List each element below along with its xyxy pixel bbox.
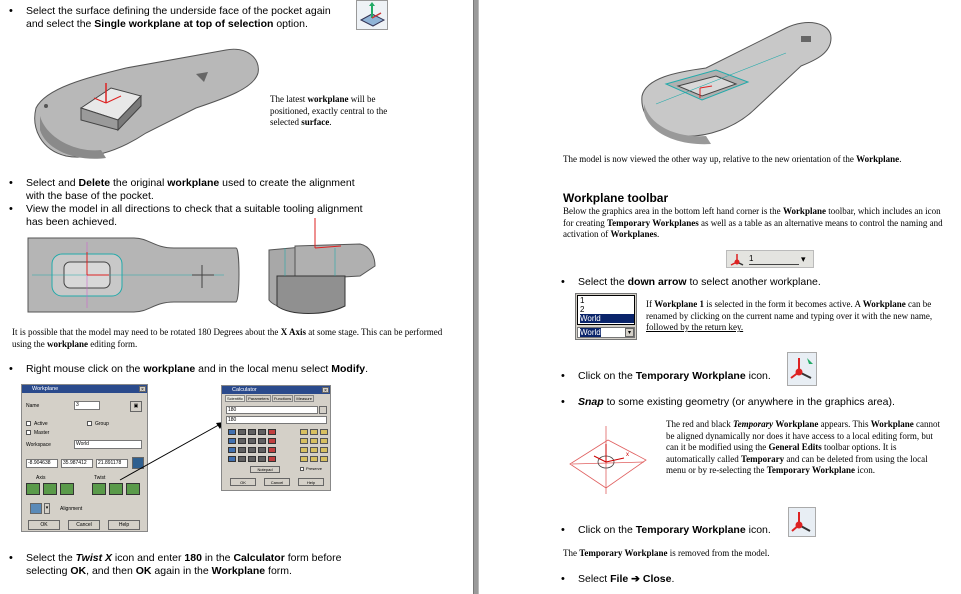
coord-z-input[interactable]: 21.891178 [96, 459, 128, 468]
text: Single workplane at top of selection [94, 17, 274, 30]
calc-key[interactable] [238, 429, 246, 435]
text: If [646, 299, 655, 309]
text: Select the surface defining the underside face of the pocket again [26, 5, 331, 17]
model-image-flipped [636, 8, 836, 148]
text: The model is now viewed the other way up, relative to the new orientation of the [563, 154, 857, 164]
calc-key[interactable] [238, 447, 246, 453]
text: . [671, 573, 675, 585]
axis-x-icon[interactable] [26, 483, 40, 495]
function-icon[interactable] [320, 456, 328, 462]
text: Select the [578, 276, 628, 288]
function-icon[interactable] [320, 438, 328, 444]
temporary-workplane-icon [787, 352, 817, 386]
bullet-down-arrow [578, 276, 938, 289]
preserve-label: Preserve [306, 466, 323, 471]
text: . [365, 363, 368, 375]
text: icon. [854, 465, 875, 475]
function-icon[interactable] [300, 447, 308, 453]
text: toolbar options. It is automatically called [666, 442, 897, 464]
text: Workplanes [610, 229, 657, 239]
chevron-down-icon[interactable]: ▾ [801, 254, 806, 264]
active-checkbox[interactable] [26, 421, 31, 426]
text: used to create the alignment [219, 177, 355, 189]
twist-z-icon[interactable] [126, 483, 140, 495]
calc-key[interactable] [268, 456, 276, 462]
text: is selected in the form it becomes active. A [704, 299, 863, 309]
text: Click on the [578, 370, 636, 382]
master-label: Master [34, 430, 50, 436]
coord-y-input[interactable]: 35.987412 [61, 459, 93, 468]
text: Temporary [732, 419, 774, 429]
text: File [610, 573, 629, 585]
chevron-down-icon[interactable]: ▾ [625, 328, 634, 337]
alignment-icon[interactable] [30, 503, 42, 514]
calc-key[interactable] [228, 447, 236, 453]
text: Workplane [862, 299, 906, 309]
text: Twist X [75, 552, 112, 564]
dialog-title: Workplane [32, 386, 59, 392]
bullet-file-close [578, 573, 798, 586]
pointer-arrow [118, 420, 228, 482]
workspace-label: Workspace [26, 442, 51, 448]
text: Workplane [870, 419, 914, 429]
spinner-icon[interactable] [319, 406, 327, 414]
function-icon[interactable] [320, 429, 328, 435]
bullet-snap [578, 396, 948, 409]
text: Temporary Workplane [635, 524, 746, 536]
list-item[interactable]: World [580, 314, 634, 323]
text: at some stage. This can be performed using the [12, 327, 443, 349]
function-icon[interactable] [310, 429, 318, 435]
model-image-pocket [26, 38, 266, 163]
model-image-top-view [24, 230, 242, 318]
twist-x-icon[interactable] [92, 483, 106, 495]
axis-label: Axis [36, 475, 46, 481]
text: workplane [47, 338, 89, 349]
text: . [329, 117, 332, 127]
calc-key[interactable] [248, 438, 256, 444]
workplane-select[interactable] [749, 253, 799, 265]
bullet-right-click-modify [26, 363, 446, 376]
text: to select another workplane. [686, 276, 821, 288]
text: Workplane [211, 564, 266, 577]
text: 1 [749, 254, 754, 263]
text: 180 [184, 552, 202, 564]
text: Select [578, 573, 611, 585]
text: Right mouse click on the [26, 363, 144, 375]
text: with the base of the pocket. [26, 189, 154, 202]
text: and select the [26, 17, 95, 30]
cancel-button[interactable]: Cancel [264, 478, 290, 486]
text: The [563, 548, 580, 558]
temporary-workplane-graphic [566, 418, 650, 498]
text: Temporary Workplane [579, 548, 668, 558]
calc-key[interactable] [258, 438, 266, 444]
tab-parameters[interactable]: Parameters [248, 396, 269, 401]
text: OK [70, 564, 87, 577]
text: editing form. [88, 338, 138, 349]
calc-key[interactable] [268, 438, 276, 444]
text: Workplane 1 [654, 299, 705, 309]
calc-key[interactable] [228, 429, 236, 435]
tab-measure[interactable]: Measure [296, 396, 312, 401]
text: Snap [578, 396, 604, 408]
calc-key[interactable] [258, 429, 266, 435]
function-icon[interactable] [320, 447, 328, 453]
temporary-removed-note [563, 548, 943, 560]
text: Below the graphics area in the bottom left hand corner is the [563, 206, 783, 216]
workplane-1-note [646, 299, 946, 334]
bullet-click-temporary [578, 370, 798, 383]
name-input[interactable]: 3 [74, 401, 100, 410]
calc-key[interactable] [258, 456, 266, 462]
name-label: Name [26, 403, 40, 409]
workplane-toolbar [726, 250, 814, 268]
notepad-button[interactable]: Notepad [250, 466, 280, 473]
workplane-list [575, 293, 637, 340]
help-button[interactable]: Help [108, 520, 140, 530]
dialog-title: Calculator [232, 387, 257, 393]
calculator-tabs [225, 396, 314, 402]
text: Temporary [740, 453, 785, 464]
dialog-titlebar [222, 386, 330, 394]
single-workplane-icon [356, 0, 388, 30]
text: Temporary Workplane [766, 465, 855, 475]
text: Select and [26, 177, 79, 189]
calc-key[interactable] [268, 429, 276, 435]
text: option. [273, 17, 308, 30]
coord-x-input[interactable]: -8.904638 [26, 459, 58, 468]
model-orientation-note [563, 154, 953, 166]
text: Temporary Workplane [635, 370, 746, 382]
page-divider [473, 0, 479, 594]
arrow-icon: ➔ [631, 573, 640, 585]
text: Click on the [578, 524, 636, 536]
group-label: Group [95, 421, 109, 427]
tab-scientific[interactable]: Scientific [227, 396, 244, 401]
text: workplane [307, 94, 349, 104]
text: . [899, 154, 902, 164]
tab-functions[interactable]: Functions [273, 396, 292, 401]
function-icon[interactable] [300, 429, 308, 435]
text: cannot be aligned dynamically nor does it have access to a local editing form, but can it be modified using the [666, 419, 940, 452]
axis-y-icon[interactable] [43, 483, 57, 495]
bullet-click-temporary-again [578, 524, 798, 537]
section-heading: Workplane toolbar [563, 191, 669, 205]
text: surface [301, 117, 330, 127]
function-icon[interactable] [300, 456, 308, 462]
preserve-checkbox[interactable] [300, 467, 304, 471]
function-icon[interactable] [310, 447, 318, 453]
text: General Edits [768, 442, 822, 452]
text: Modify [331, 363, 366, 375]
calc-key[interactable] [258, 447, 266, 453]
ok-button[interactable]: OK [28, 520, 60, 530]
lock-icon[interactable]: ▣ [130, 401, 142, 412]
text: Workplane [775, 419, 819, 429]
bullet-delete-workplane [26, 177, 426, 202]
text: is removed from the model. [667, 548, 770, 558]
function-icon[interactable] [310, 438, 318, 444]
text: It is possible that the model may need to be rotated 180 Degrees about the [12, 327, 281, 337]
workplane-list-items [577, 295, 635, 325]
text: OK [135, 564, 152, 577]
master-checkbox[interactable] [26, 430, 31, 435]
calc-key[interactable] [248, 447, 256, 453]
calc-key[interactable] [228, 438, 236, 444]
rotate-note [12, 327, 452, 350]
text: icon. [745, 524, 771, 536]
calc-key[interactable] [238, 438, 246, 444]
text: and can be deleted from using the local menu or by re-selecting the [666, 453, 928, 475]
text: World [580, 328, 601, 337]
list-item[interactable]: 2 [580, 305, 585, 314]
text: down arrow [627, 276, 687, 288]
text: X Axis [280, 327, 306, 337]
ok-button[interactable]: OK [230, 478, 256, 486]
calculator-dialog [221, 385, 331, 491]
text: again in the [151, 564, 212, 577]
twist-y-icon[interactable] [109, 483, 123, 495]
text: followed by the return key. [646, 322, 744, 332]
calc-key[interactable] [248, 429, 256, 435]
text: Close [642, 573, 672, 585]
calc-key[interactable] [238, 456, 246, 462]
text: appears. This [818, 419, 871, 429]
help-button[interactable]: Help [298, 478, 324, 486]
bullet-twist-x [26, 552, 446, 577]
text: the original [110, 177, 168, 189]
text: , and then [86, 564, 136, 577]
text: and in the local menu select [195, 363, 332, 375]
group-checkbox[interactable] [87, 421, 92, 426]
text: Workplane [782, 206, 826, 216]
axis-x-label: x [626, 452, 629, 458]
text: as well as a table as an alternative means to control the naming and activation of [563, 217, 943, 239]
text: Temporary Workplanes [606, 217, 699, 228]
text: Select the [26, 552, 76, 564]
text: workplane [143, 363, 196, 375]
text: icon. [745, 370, 771, 382]
text: icon and enter [112, 552, 185, 564]
temporary-workplane-note [666, 419, 946, 477]
text: toolbar, which includes an icon for creating [563, 206, 941, 228]
calc-key[interactable] [248, 456, 256, 462]
text: to some existing geometry (or anywhere in the graphics area). [603, 396, 895, 408]
text: Delete [78, 177, 111, 189]
text: The latest [270, 94, 308, 104]
toolbar-description [563, 206, 953, 241]
text: The red and black [666, 419, 733, 429]
text: selecting [26, 564, 71, 577]
text: Calculator [233, 552, 285, 564]
text: has been achieved. [26, 215, 118, 228]
calc-key[interactable] [228, 456, 236, 462]
axis-z-icon[interactable] [60, 483, 74, 495]
active-label: Active [34, 421, 48, 427]
text: View the model in all directions to check that a suitable tooling alignment [26, 203, 363, 215]
temporary-workplane-icon[interactable] [729, 252, 745, 267]
alignment-label: Alignment [60, 506, 83, 512]
text: form. [265, 564, 292, 577]
model-image-side-view [265, 216, 380, 320]
text: Workplane [856, 154, 900, 164]
bullet-select-surface [26, 5, 356, 30]
close-icon[interactable]: × [139, 386, 146, 392]
text: can be renamed by clicking on the current name and typing over it with the new name, [646, 299, 933, 321]
workplane-position-note [270, 94, 392, 129]
calc-key[interactable] [268, 447, 276, 453]
chevron-down-icon[interactable]: ▾ [44, 503, 50, 514]
expression-input[interactable]: 180 [226, 406, 318, 414]
function-icon[interactable] [310, 456, 318, 462]
temporary-workplane-icon [788, 507, 816, 537]
dialog-titlebar [22, 385, 147, 393]
close-icon[interactable]: × [322, 387, 329, 393]
text: World [76, 441, 89, 447]
text: will be positioned, exactly central to the selected [270, 94, 388, 127]
cancel-button[interactable]: Cancel [68, 520, 100, 530]
text: in the [201, 552, 234, 564]
function-icon[interactable] [300, 438, 308, 444]
result-input[interactable]: 180 [226, 416, 327, 424]
list-item[interactable]: 1 [580, 296, 585, 305]
twist-label: Twist [94, 475, 106, 481]
text: . [657, 229, 660, 239]
text: workplane [167, 177, 220, 189]
text: form before [284, 552, 342, 564]
